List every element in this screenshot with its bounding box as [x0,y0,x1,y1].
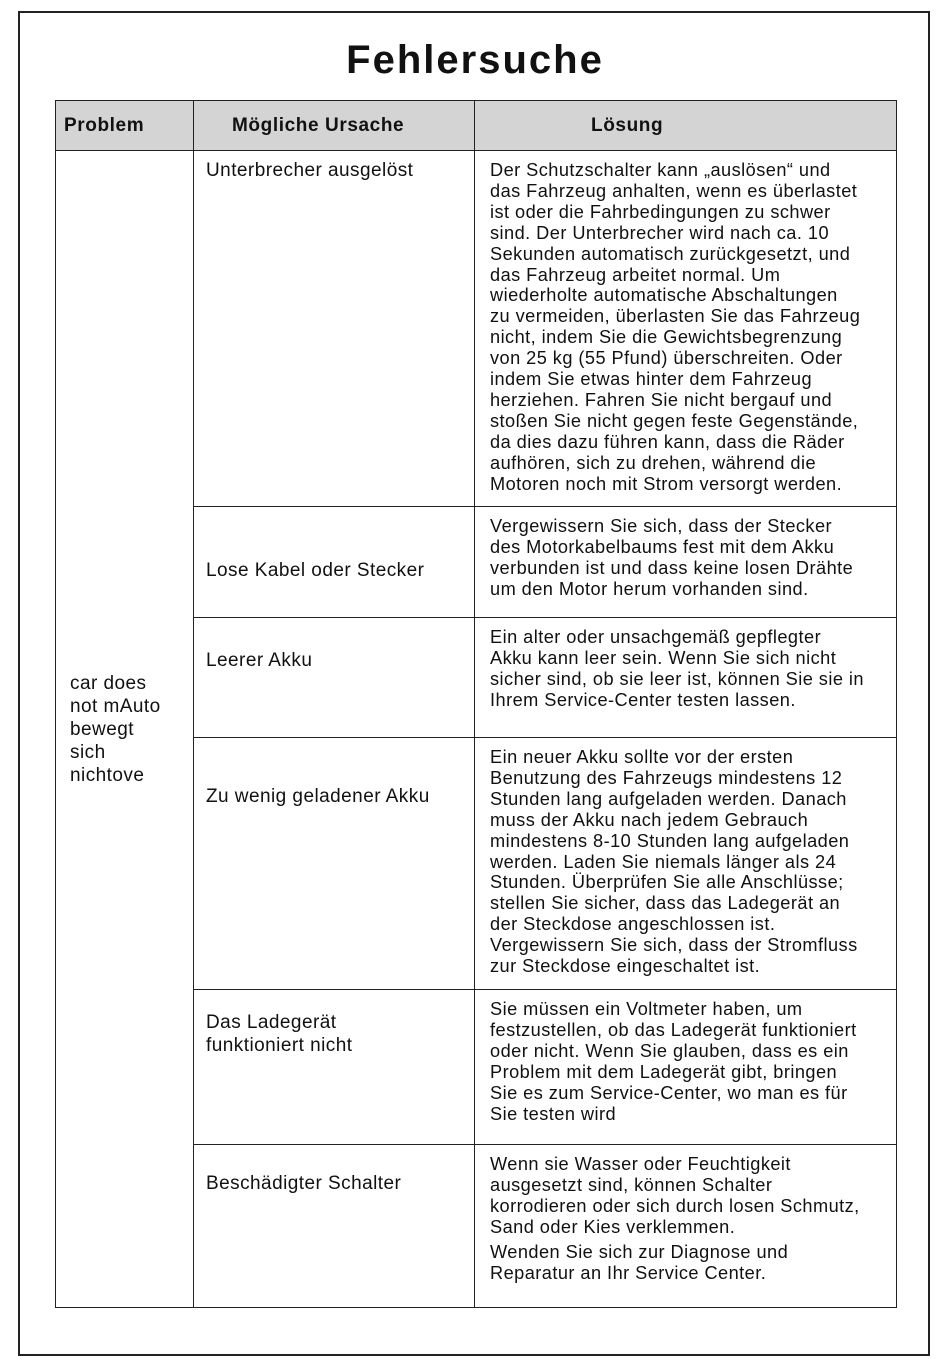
solution-paragraph [490,516,888,600]
text-line: Der Schutzschalter kann „auslösen“ und [490,160,831,180]
text-line: muss der Akku nach jedem Gebrauch [490,809,809,830]
text-line: Motoren noch mit Strom versorgt werden. [490,473,843,494]
solution-cell [475,618,897,738]
text-line: um den Motor herum vorhanden sind. [490,578,809,599]
text-line: ausgesetzt sind, können Schalter [490,1174,773,1195]
header-cause: Mögliche Ursache [194,101,475,151]
text-line: Beschädigter Schalter [206,1173,402,1194]
cause-cell [194,618,475,738]
text-line: indem Sie etwas hinter dem Fahrzeug [490,369,813,390]
text-line: da dies dazu führen kann, dass die Räder [490,431,845,452]
text-line: korrodieren oder sich durch losen Schmutz, [490,1195,860,1216]
solution-paragraph [490,160,888,495]
text-line: oder nicht. Wenn Sie glauben, dass es ein [490,1040,849,1061]
text-line: Stunden. Überprüfen Sie alle Anschlüsse; [490,872,844,893]
text-line: Benutzung des Fahrzeugs mindestens 12 [490,767,843,788]
text-line: nicht, indem Sie die Gewichtsbegrenzung [490,327,843,348]
text-line: Sie testen wird [490,1103,617,1124]
text-line: Vergewissern Sie sich, dass der Stromfluss [490,935,858,956]
text-line: Ein neuer Akku sollte vor der ersten [490,747,794,767]
cause-cell [194,1145,475,1308]
text-line: aufhören, sich zu drehen, während die [490,452,817,473]
text-line: festzustellen, ob das Ladegerät funktioniert [490,1019,857,1040]
header-problem: Problem [56,101,194,151]
cause-cell [194,507,475,618]
text-line: Vergewissern Sie sich, dass der Stecker [490,516,833,536]
text-line: Wenn sie Wasser oder Feuchtigkeit [490,1154,791,1174]
text-line: Stunden lang aufgeladen werden. Danach [490,788,847,809]
text-line: das Fahrzeug arbeitet normal. Um [490,264,781,285]
text-line: herziehen. Fahren Sie nicht bergauf und [490,389,833,410]
text-line: Zu wenig geladener Akku [206,786,430,807]
text-line: Ihrem Service-Center testen lassen. [490,689,796,710]
table-body [56,151,897,1308]
solution-paragraph [490,627,888,711]
text-line: sind. Der Unterbrecher wird nach ca. 10 [490,222,830,243]
solution-paragraph [490,1242,888,1284]
text-line: zu vermeiden, überlasten Sie das Fahrzeug [490,306,861,327]
solution-paragraph [490,999,888,1124]
text-line: wiederholte automatische Abschaltungen [490,285,838,306]
solution-cell [475,990,897,1145]
text-line: das Fahrzeug anhalten, wenn es überlastet [490,180,858,201]
page-title: Fehlersuche [346,38,604,82]
text-line: stoßen Sie nicht gegen feste Gegenstände, [490,410,859,431]
text-line: mindestens 8-10 Stunden lang aufgeladen [490,830,850,851]
text-line: Reparatur an Ihr Service Center. [490,1262,767,1283]
solution-paragraph [490,1154,888,1238]
text-line: sicher sind, ob sie leer ist, können Sie sie in [490,668,864,689]
solution-cell [475,738,897,990]
text-line: Akku kann leer sein. Wenn Sie sich nicht [490,647,837,668]
text-line: car does [70,672,147,694]
header-row [56,101,897,151]
text-line: Sand oder Kies verklemmen. [490,1216,736,1237]
text-line: von 25 kg (55 Pfund) überschreiten. Oder [490,348,843,369]
cause-cell [194,990,475,1145]
header-solution: Lösung [475,101,897,151]
text-line: verbunden ist und dass keine losen Drähte [490,557,854,578]
text-line: werden. Laden Sie niemals länger als 24 [490,851,837,872]
text-line: Sekunden automatisch zurückgesetzt, und [490,243,851,264]
text-line: not mAuto [70,695,161,717]
text-line: zur Steckdose eingeschaltet ist. [490,956,761,977]
text-line: sich [70,741,106,763]
troubleshooting-table [55,100,897,1308]
text-line: des Motorkabelbaums fest mit dem Akku [490,536,835,557]
text-line: ist oder die Fahrbedingungen zu schwer [490,201,831,222]
text-line: Leerer Akku [206,650,313,671]
text-line: Das Ladegerät [206,1012,337,1033]
text-line: Lose Kabel oder Stecker [206,560,425,581]
solution-paragraph [490,747,888,977]
text-line: Unterbrecher ausgelöst [206,160,414,181]
text-line: Sie müssen ein Voltmeter haben, um [490,999,803,1019]
cause-cell [194,738,475,990]
solution-cell [475,1145,897,1308]
text-line: nichtove [70,764,145,786]
cause-cell [194,151,475,507]
text-line: stellen Sie sicher, dass das Ladegerät an [490,893,841,914]
text-line: Sie es zum Service-Center, wo man es für [490,1082,848,1103]
text-line: bewegt [70,718,134,740]
problem-cell [56,151,194,1308]
text-line: Wenden Sie sich zur Diagnose und [490,1241,789,1262]
table-row [56,151,897,507]
text-line: Ein alter oder unsachgemäß gepflegter [490,627,822,647]
text-line: der Steckdose angeschlossen ist. [490,914,776,935]
text-line: funktioniert nicht [206,1035,353,1056]
solution-cell [475,151,897,507]
solution-cell [475,507,897,618]
text-line: Problem mit dem Ladegerät gibt, bringen [490,1061,838,1082]
